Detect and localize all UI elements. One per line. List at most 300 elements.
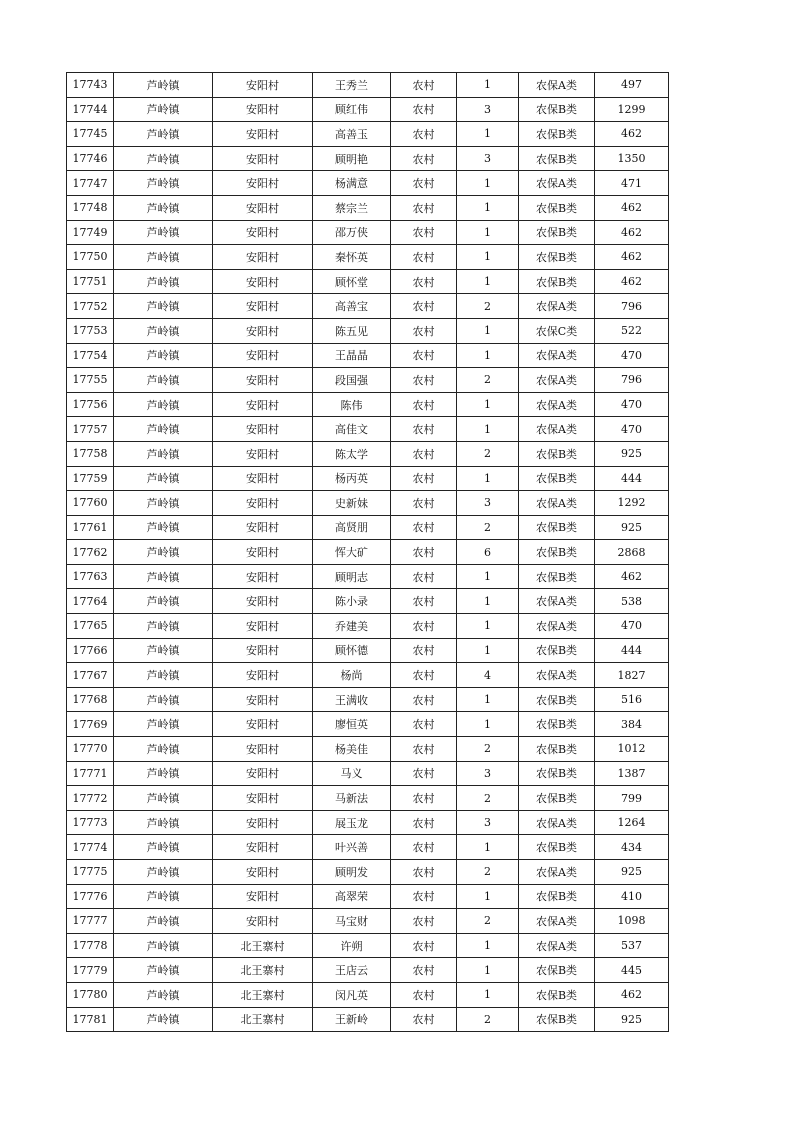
cell-town: 芦岭镇 bbox=[114, 564, 213, 589]
cell-town: 芦岭镇 bbox=[114, 860, 213, 885]
cell-name: 王新岭 bbox=[313, 1007, 391, 1032]
cell-town: 芦岭镇 bbox=[114, 146, 213, 171]
cell-household-type: 农村 bbox=[391, 417, 457, 442]
cell-town: 芦岭镇 bbox=[114, 835, 213, 860]
cell-member-count: 1 bbox=[457, 392, 519, 417]
cell-insurance-category: 农保A类 bbox=[519, 491, 595, 516]
cell-record-id: 17751 bbox=[67, 269, 114, 294]
cell-household-type: 农村 bbox=[391, 786, 457, 811]
table-row bbox=[67, 73, 669, 98]
cell-record-id: 17772 bbox=[67, 786, 114, 811]
cell-village: 安阳村 bbox=[213, 220, 313, 245]
cell-member-count: 1 bbox=[457, 195, 519, 220]
table-row bbox=[67, 294, 669, 319]
cell-member-count: 3 bbox=[457, 761, 519, 786]
cell-record-id: 17743 bbox=[67, 73, 114, 98]
cell-record-id: 17781 bbox=[67, 1007, 114, 1032]
cell-insurance-category: 农保A类 bbox=[519, 614, 595, 639]
cell-record-id: 17774 bbox=[67, 835, 114, 860]
cell-amount: 470 bbox=[595, 343, 669, 368]
cell-village: 安阳村 bbox=[213, 663, 313, 688]
cell-village: 安阳村 bbox=[213, 392, 313, 417]
cell-village: 安阳村 bbox=[213, 73, 313, 98]
cell-village: 安阳村 bbox=[213, 909, 313, 934]
cell-insurance-category: 农保A类 bbox=[519, 73, 595, 98]
cell-village: 安阳村 bbox=[213, 171, 313, 196]
cell-household-type: 农村 bbox=[391, 318, 457, 343]
cell-household-type: 农村 bbox=[391, 368, 457, 393]
cell-town: 芦岭镇 bbox=[114, 220, 213, 245]
cell-name: 马义 bbox=[313, 761, 391, 786]
cell-name: 陈太学 bbox=[313, 441, 391, 466]
table-row bbox=[67, 368, 669, 393]
cell-town: 芦岭镇 bbox=[114, 638, 213, 663]
cell-name: 高佳文 bbox=[313, 417, 391, 442]
cell-town: 芦岭镇 bbox=[114, 417, 213, 442]
cell-amount: 445 bbox=[595, 958, 669, 983]
cell-name: 杨丙英 bbox=[313, 466, 391, 491]
cell-household-type: 农村 bbox=[391, 860, 457, 885]
cell-record-id: 17773 bbox=[67, 810, 114, 835]
cell-amount: 470 bbox=[595, 417, 669, 442]
cell-insurance-category: 农保A类 bbox=[519, 663, 595, 688]
cell-record-id: 17776 bbox=[67, 884, 114, 909]
table-row bbox=[67, 392, 669, 417]
table-row bbox=[67, 318, 669, 343]
cell-member-count: 1 bbox=[457, 638, 519, 663]
table-row bbox=[67, 146, 669, 171]
table-row bbox=[67, 786, 669, 811]
cell-record-id: 17778 bbox=[67, 933, 114, 958]
table-row bbox=[67, 540, 669, 565]
cell-town: 芦岭镇 bbox=[114, 245, 213, 270]
cell-record-id: 17745 bbox=[67, 122, 114, 147]
cell-member-count: 1 bbox=[457, 220, 519, 245]
cell-household-type: 农村 bbox=[391, 146, 457, 171]
cell-name: 马新法 bbox=[313, 786, 391, 811]
cell-insurance-category: 农保B类 bbox=[519, 441, 595, 466]
table-row bbox=[67, 712, 669, 737]
cell-insurance-category: 农保A类 bbox=[519, 933, 595, 958]
cell-member-count: 2 bbox=[457, 515, 519, 540]
cell-household-type: 农村 bbox=[391, 638, 457, 663]
cell-village: 北王寨村 bbox=[213, 933, 313, 958]
cell-town: 芦岭镇 bbox=[114, 540, 213, 565]
cell-town: 芦岭镇 bbox=[114, 318, 213, 343]
cell-member-count: 2 bbox=[457, 737, 519, 762]
cell-record-id: 17771 bbox=[67, 761, 114, 786]
cell-member-count: 2 bbox=[457, 860, 519, 885]
cell-amount: 522 bbox=[595, 318, 669, 343]
cell-name: 段国强 bbox=[313, 368, 391, 393]
cell-town: 芦岭镇 bbox=[114, 122, 213, 147]
cell-town: 芦岭镇 bbox=[114, 737, 213, 762]
cell-record-id: 17777 bbox=[67, 909, 114, 934]
cell-member-count: 6 bbox=[457, 540, 519, 565]
cell-member-count: 1 bbox=[457, 318, 519, 343]
cell-amount: 471 bbox=[595, 171, 669, 196]
table-row bbox=[67, 835, 669, 860]
cell-record-id: 17761 bbox=[67, 515, 114, 540]
table-row bbox=[67, 441, 669, 466]
cell-insurance-category: 农保B类 bbox=[519, 712, 595, 737]
cell-record-id: 17763 bbox=[67, 564, 114, 589]
cell-village: 安阳村 bbox=[213, 343, 313, 368]
cell-insurance-category: 农保A类 bbox=[519, 860, 595, 885]
cell-insurance-category: 农保B类 bbox=[519, 220, 595, 245]
cell-member-count: 4 bbox=[457, 663, 519, 688]
cell-name: 展玉龙 bbox=[313, 810, 391, 835]
cell-amount: 462 bbox=[595, 245, 669, 270]
cell-name: 闵凡英 bbox=[313, 982, 391, 1007]
table-row bbox=[67, 810, 669, 835]
cell-amount: 1264 bbox=[595, 810, 669, 835]
cell-household-type: 农村 bbox=[391, 441, 457, 466]
cell-name: 顾红伟 bbox=[313, 97, 391, 122]
cell-insurance-category: 农保B类 bbox=[519, 737, 595, 762]
cell-insurance-category: 农保B类 bbox=[519, 564, 595, 589]
cell-name: 杨尚 bbox=[313, 663, 391, 688]
cell-town: 芦岭镇 bbox=[114, 663, 213, 688]
cell-village: 安阳村 bbox=[213, 761, 313, 786]
table-row bbox=[67, 269, 669, 294]
cell-member-count: 1 bbox=[457, 466, 519, 491]
cell-amount: 796 bbox=[595, 368, 669, 393]
cell-name: 杨美佳 bbox=[313, 737, 391, 762]
cell-amount: 799 bbox=[595, 786, 669, 811]
cell-name: 蔡宗兰 bbox=[313, 195, 391, 220]
cell-town: 芦岭镇 bbox=[114, 909, 213, 934]
cell-member-count: 3 bbox=[457, 97, 519, 122]
cell-insurance-category: 农保B类 bbox=[519, 195, 595, 220]
cell-household-type: 农村 bbox=[391, 1007, 457, 1032]
cell-village: 安阳村 bbox=[213, 417, 313, 442]
table-row bbox=[67, 97, 669, 122]
cell-record-id: 17744 bbox=[67, 97, 114, 122]
cell-name: 王满收 bbox=[313, 687, 391, 712]
cell-name: 王店云 bbox=[313, 958, 391, 983]
cell-record-id: 17766 bbox=[67, 638, 114, 663]
cell-name: 陈伟 bbox=[313, 392, 391, 417]
cell-amount: 925 bbox=[595, 441, 669, 466]
cell-member-count: 1 bbox=[457, 982, 519, 1007]
cell-household-type: 农村 bbox=[391, 810, 457, 835]
cell-village: 安阳村 bbox=[213, 97, 313, 122]
cell-record-id: 17747 bbox=[67, 171, 114, 196]
cell-member-count: 1 bbox=[457, 564, 519, 589]
cell-record-id: 17753 bbox=[67, 318, 114, 343]
table-row bbox=[67, 761, 669, 786]
cell-household-type: 农村 bbox=[391, 269, 457, 294]
cell-member-count: 2 bbox=[457, 368, 519, 393]
cell-insurance-category: 农保A类 bbox=[519, 909, 595, 934]
cell-town: 芦岭镇 bbox=[114, 761, 213, 786]
cell-town: 芦岭镇 bbox=[114, 786, 213, 811]
cell-record-id: 17769 bbox=[67, 712, 114, 737]
table-row bbox=[67, 564, 669, 589]
cell-village: 安阳村 bbox=[213, 638, 313, 663]
cell-member-count: 1 bbox=[457, 933, 519, 958]
cell-record-id: 17752 bbox=[67, 294, 114, 319]
cell-name: 杨满意 bbox=[313, 171, 391, 196]
cell-household-type: 农村 bbox=[391, 73, 457, 98]
cell-name: 顾明发 bbox=[313, 860, 391, 885]
cell-household-type: 农村 bbox=[391, 466, 457, 491]
cell-household-type: 农村 bbox=[391, 835, 457, 860]
cell-insurance-category: 农保B类 bbox=[519, 835, 595, 860]
cell-village: 安阳村 bbox=[213, 786, 313, 811]
cell-household-type: 农村 bbox=[391, 245, 457, 270]
cell-name: 顾怀堂 bbox=[313, 269, 391, 294]
cell-amount: 1292 bbox=[595, 491, 669, 516]
cell-village: 安阳村 bbox=[213, 810, 313, 835]
cell-record-id: 17779 bbox=[67, 958, 114, 983]
cell-member-count: 3 bbox=[457, 491, 519, 516]
cell-record-id: 17749 bbox=[67, 220, 114, 245]
cell-record-id: 17767 bbox=[67, 663, 114, 688]
cell-insurance-category: 农保A类 bbox=[519, 343, 595, 368]
cell-village: 安阳村 bbox=[213, 195, 313, 220]
cell-insurance-category: 农保B类 bbox=[519, 761, 595, 786]
cell-name: 王晶晶 bbox=[313, 343, 391, 368]
cell-household-type: 农村 bbox=[391, 614, 457, 639]
cell-insurance-category: 农保B类 bbox=[519, 687, 595, 712]
cell-insurance-category: 农保A类 bbox=[519, 417, 595, 442]
cell-household-type: 农村 bbox=[391, 392, 457, 417]
cell-insurance-category: 农保A类 bbox=[519, 392, 595, 417]
cell-insurance-category: 农保B类 bbox=[519, 786, 595, 811]
cell-household-type: 农村 bbox=[391, 122, 457, 147]
cell-insurance-category: 农保B类 bbox=[519, 515, 595, 540]
cell-household-type: 农村 bbox=[391, 171, 457, 196]
table-row bbox=[67, 860, 669, 885]
cell-town: 芦岭镇 bbox=[114, 589, 213, 614]
cell-village: 安阳村 bbox=[213, 589, 313, 614]
table-row bbox=[67, 909, 669, 934]
cell-member-count: 1 bbox=[457, 122, 519, 147]
cell-town: 芦岭镇 bbox=[114, 810, 213, 835]
cell-insurance-category: 农保B类 bbox=[519, 146, 595, 171]
cell-insurance-category: 农保B类 bbox=[519, 1007, 595, 1032]
table-row bbox=[67, 982, 669, 1007]
cell-record-id: 17759 bbox=[67, 466, 114, 491]
cell-record-id: 17768 bbox=[67, 687, 114, 712]
cell-member-count: 3 bbox=[457, 146, 519, 171]
cell-village: 安阳村 bbox=[213, 737, 313, 762]
cell-amount: 925 bbox=[595, 515, 669, 540]
cell-village: 北王寨村 bbox=[213, 1007, 313, 1032]
cell-town: 芦岭镇 bbox=[114, 97, 213, 122]
cell-town: 芦岭镇 bbox=[114, 614, 213, 639]
cell-name: 高善宝 bbox=[313, 294, 391, 319]
cell-name: 陈五见 bbox=[313, 318, 391, 343]
cell-household-type: 农村 bbox=[391, 933, 457, 958]
cell-household-type: 农村 bbox=[391, 220, 457, 245]
cell-name: 顾明志 bbox=[313, 564, 391, 589]
cell-village: 安阳村 bbox=[213, 245, 313, 270]
cell-town: 芦岭镇 bbox=[114, 466, 213, 491]
cell-amount: 1299 bbox=[595, 97, 669, 122]
cell-amount: 462 bbox=[595, 564, 669, 589]
cell-member-count: 1 bbox=[457, 269, 519, 294]
cell-insurance-category: 农保A类 bbox=[519, 368, 595, 393]
cell-household-type: 农村 bbox=[391, 909, 457, 934]
cell-name: 廖恒英 bbox=[313, 712, 391, 737]
cell-name: 顾怀德 bbox=[313, 638, 391, 663]
cell-record-id: 17764 bbox=[67, 589, 114, 614]
table-row bbox=[67, 417, 669, 442]
cell-name: 叶兴善 bbox=[313, 835, 391, 860]
cell-town: 芦岭镇 bbox=[114, 343, 213, 368]
cell-insurance-category: 农保B类 bbox=[519, 245, 595, 270]
cell-household-type: 农村 bbox=[391, 687, 457, 712]
cell-town: 芦岭镇 bbox=[114, 491, 213, 516]
cell-household-type: 农村 bbox=[391, 564, 457, 589]
cell-town: 芦岭镇 bbox=[114, 73, 213, 98]
cell-record-id: 17780 bbox=[67, 982, 114, 1007]
cell-household-type: 农村 bbox=[391, 737, 457, 762]
cell-amount: 1098 bbox=[595, 909, 669, 934]
cell-amount: 796 bbox=[595, 294, 669, 319]
cell-insurance-category: 农保B类 bbox=[519, 982, 595, 1007]
cell-name: 邵万侠 bbox=[313, 220, 391, 245]
cell-town: 芦岭镇 bbox=[114, 712, 213, 737]
cell-town: 芦岭镇 bbox=[114, 1007, 213, 1032]
data-table bbox=[66, 72, 669, 1032]
cell-insurance-category: 农保C类 bbox=[519, 318, 595, 343]
cell-record-id: 17770 bbox=[67, 737, 114, 762]
cell-record-id: 17760 bbox=[67, 491, 114, 516]
cell-village: 安阳村 bbox=[213, 294, 313, 319]
cell-record-id: 17756 bbox=[67, 392, 114, 417]
cell-name: 顾明艳 bbox=[313, 146, 391, 171]
cell-insurance-category: 农保B类 bbox=[519, 122, 595, 147]
cell-household-type: 农村 bbox=[391, 958, 457, 983]
cell-name: 陈小录 bbox=[313, 589, 391, 614]
cell-insurance-category: 农保A类 bbox=[519, 171, 595, 196]
cell-town: 芦岭镇 bbox=[114, 515, 213, 540]
cell-name: 秦怀英 bbox=[313, 245, 391, 270]
table-row bbox=[67, 638, 669, 663]
cell-town: 芦岭镇 bbox=[114, 441, 213, 466]
cell-household-type: 农村 bbox=[391, 982, 457, 1007]
cell-village: 安阳村 bbox=[213, 712, 313, 737]
cell-household-type: 农村 bbox=[391, 540, 457, 565]
cell-household-type: 农村 bbox=[391, 343, 457, 368]
cell-member-count: 1 bbox=[457, 614, 519, 639]
cell-household-type: 农村 bbox=[391, 761, 457, 786]
cell-name: 乔建美 bbox=[313, 614, 391, 639]
cell-amount: 925 bbox=[595, 860, 669, 885]
cell-member-count: 3 bbox=[457, 810, 519, 835]
table-row bbox=[67, 466, 669, 491]
cell-record-id: 17750 bbox=[67, 245, 114, 270]
cell-amount: 444 bbox=[595, 466, 669, 491]
table-row bbox=[67, 884, 669, 909]
cell-village: 北王寨村 bbox=[213, 958, 313, 983]
cell-insurance-category: 农保B类 bbox=[519, 638, 595, 663]
cell-member-count: 1 bbox=[457, 589, 519, 614]
table-row bbox=[67, 737, 669, 762]
cell-member-count: 1 bbox=[457, 687, 519, 712]
cell-insurance-category: 农保B类 bbox=[519, 540, 595, 565]
cell-member-count: 1 bbox=[457, 712, 519, 737]
cell-village: 安阳村 bbox=[213, 122, 313, 147]
cell-amount: 434 bbox=[595, 835, 669, 860]
cell-village: 北王寨村 bbox=[213, 982, 313, 1007]
table-row bbox=[67, 220, 669, 245]
cell-amount: 925 bbox=[595, 1007, 669, 1032]
cell-insurance-category: 农保B类 bbox=[519, 884, 595, 909]
cell-record-id: 17748 bbox=[67, 195, 114, 220]
cell-household-type: 农村 bbox=[391, 884, 457, 909]
cell-insurance-category: 农保A类 bbox=[519, 810, 595, 835]
cell-name: 恽大矿 bbox=[313, 540, 391, 565]
cell-amount: 462 bbox=[595, 195, 669, 220]
table-row bbox=[67, 343, 669, 368]
cell-record-id: 17754 bbox=[67, 343, 114, 368]
cell-insurance-category: 农保A类 bbox=[519, 589, 595, 614]
cell-town: 芦岭镇 bbox=[114, 933, 213, 958]
cell-village: 安阳村 bbox=[213, 269, 313, 294]
cell-amount: 1350 bbox=[595, 146, 669, 171]
cell-village: 安阳村 bbox=[213, 466, 313, 491]
cell-town: 芦岭镇 bbox=[114, 368, 213, 393]
cell-insurance-category: 农保B类 bbox=[519, 269, 595, 294]
cell-record-id: 17755 bbox=[67, 368, 114, 393]
cell-name: 史新妹 bbox=[313, 491, 391, 516]
cell-amount: 2868 bbox=[595, 540, 669, 565]
cell-village: 安阳村 bbox=[213, 146, 313, 171]
cell-amount: 462 bbox=[595, 982, 669, 1007]
cell-member-count: 1 bbox=[457, 245, 519, 270]
cell-member-count: 2 bbox=[457, 441, 519, 466]
cell-member-count: 1 bbox=[457, 835, 519, 860]
cell-household-type: 农村 bbox=[391, 589, 457, 614]
cell-amount: 537 bbox=[595, 933, 669, 958]
table-row bbox=[67, 663, 669, 688]
cell-town: 芦岭镇 bbox=[114, 195, 213, 220]
cell-record-id: 17775 bbox=[67, 860, 114, 885]
table-row bbox=[67, 614, 669, 639]
cell-amount: 462 bbox=[595, 122, 669, 147]
cell-village: 安阳村 bbox=[213, 318, 313, 343]
cell-village: 安阳村 bbox=[213, 687, 313, 712]
cell-amount: 538 bbox=[595, 589, 669, 614]
cell-village: 安阳村 bbox=[213, 884, 313, 909]
cell-town: 芦岭镇 bbox=[114, 294, 213, 319]
cell-name: 王秀兰 bbox=[313, 73, 391, 98]
cell-household-type: 农村 bbox=[391, 663, 457, 688]
cell-village: 安阳村 bbox=[213, 540, 313, 565]
cell-member-count: 1 bbox=[457, 417, 519, 442]
table-row bbox=[67, 171, 669, 196]
table-row bbox=[67, 195, 669, 220]
cell-household-type: 农村 bbox=[391, 515, 457, 540]
cell-town: 芦岭镇 bbox=[114, 687, 213, 712]
cell-town: 芦岭镇 bbox=[114, 982, 213, 1007]
cell-member-count: 1 bbox=[457, 884, 519, 909]
cell-amount: 410 bbox=[595, 884, 669, 909]
cell-member-count: 2 bbox=[457, 1007, 519, 1032]
cell-household-type: 农村 bbox=[391, 491, 457, 516]
cell-amount: 1827 bbox=[595, 663, 669, 688]
cell-insurance-category: 农保B类 bbox=[519, 97, 595, 122]
cell-member-count: 1 bbox=[457, 171, 519, 196]
cell-village: 安阳村 bbox=[213, 515, 313, 540]
table-row bbox=[67, 122, 669, 147]
cell-village: 安阳村 bbox=[213, 860, 313, 885]
